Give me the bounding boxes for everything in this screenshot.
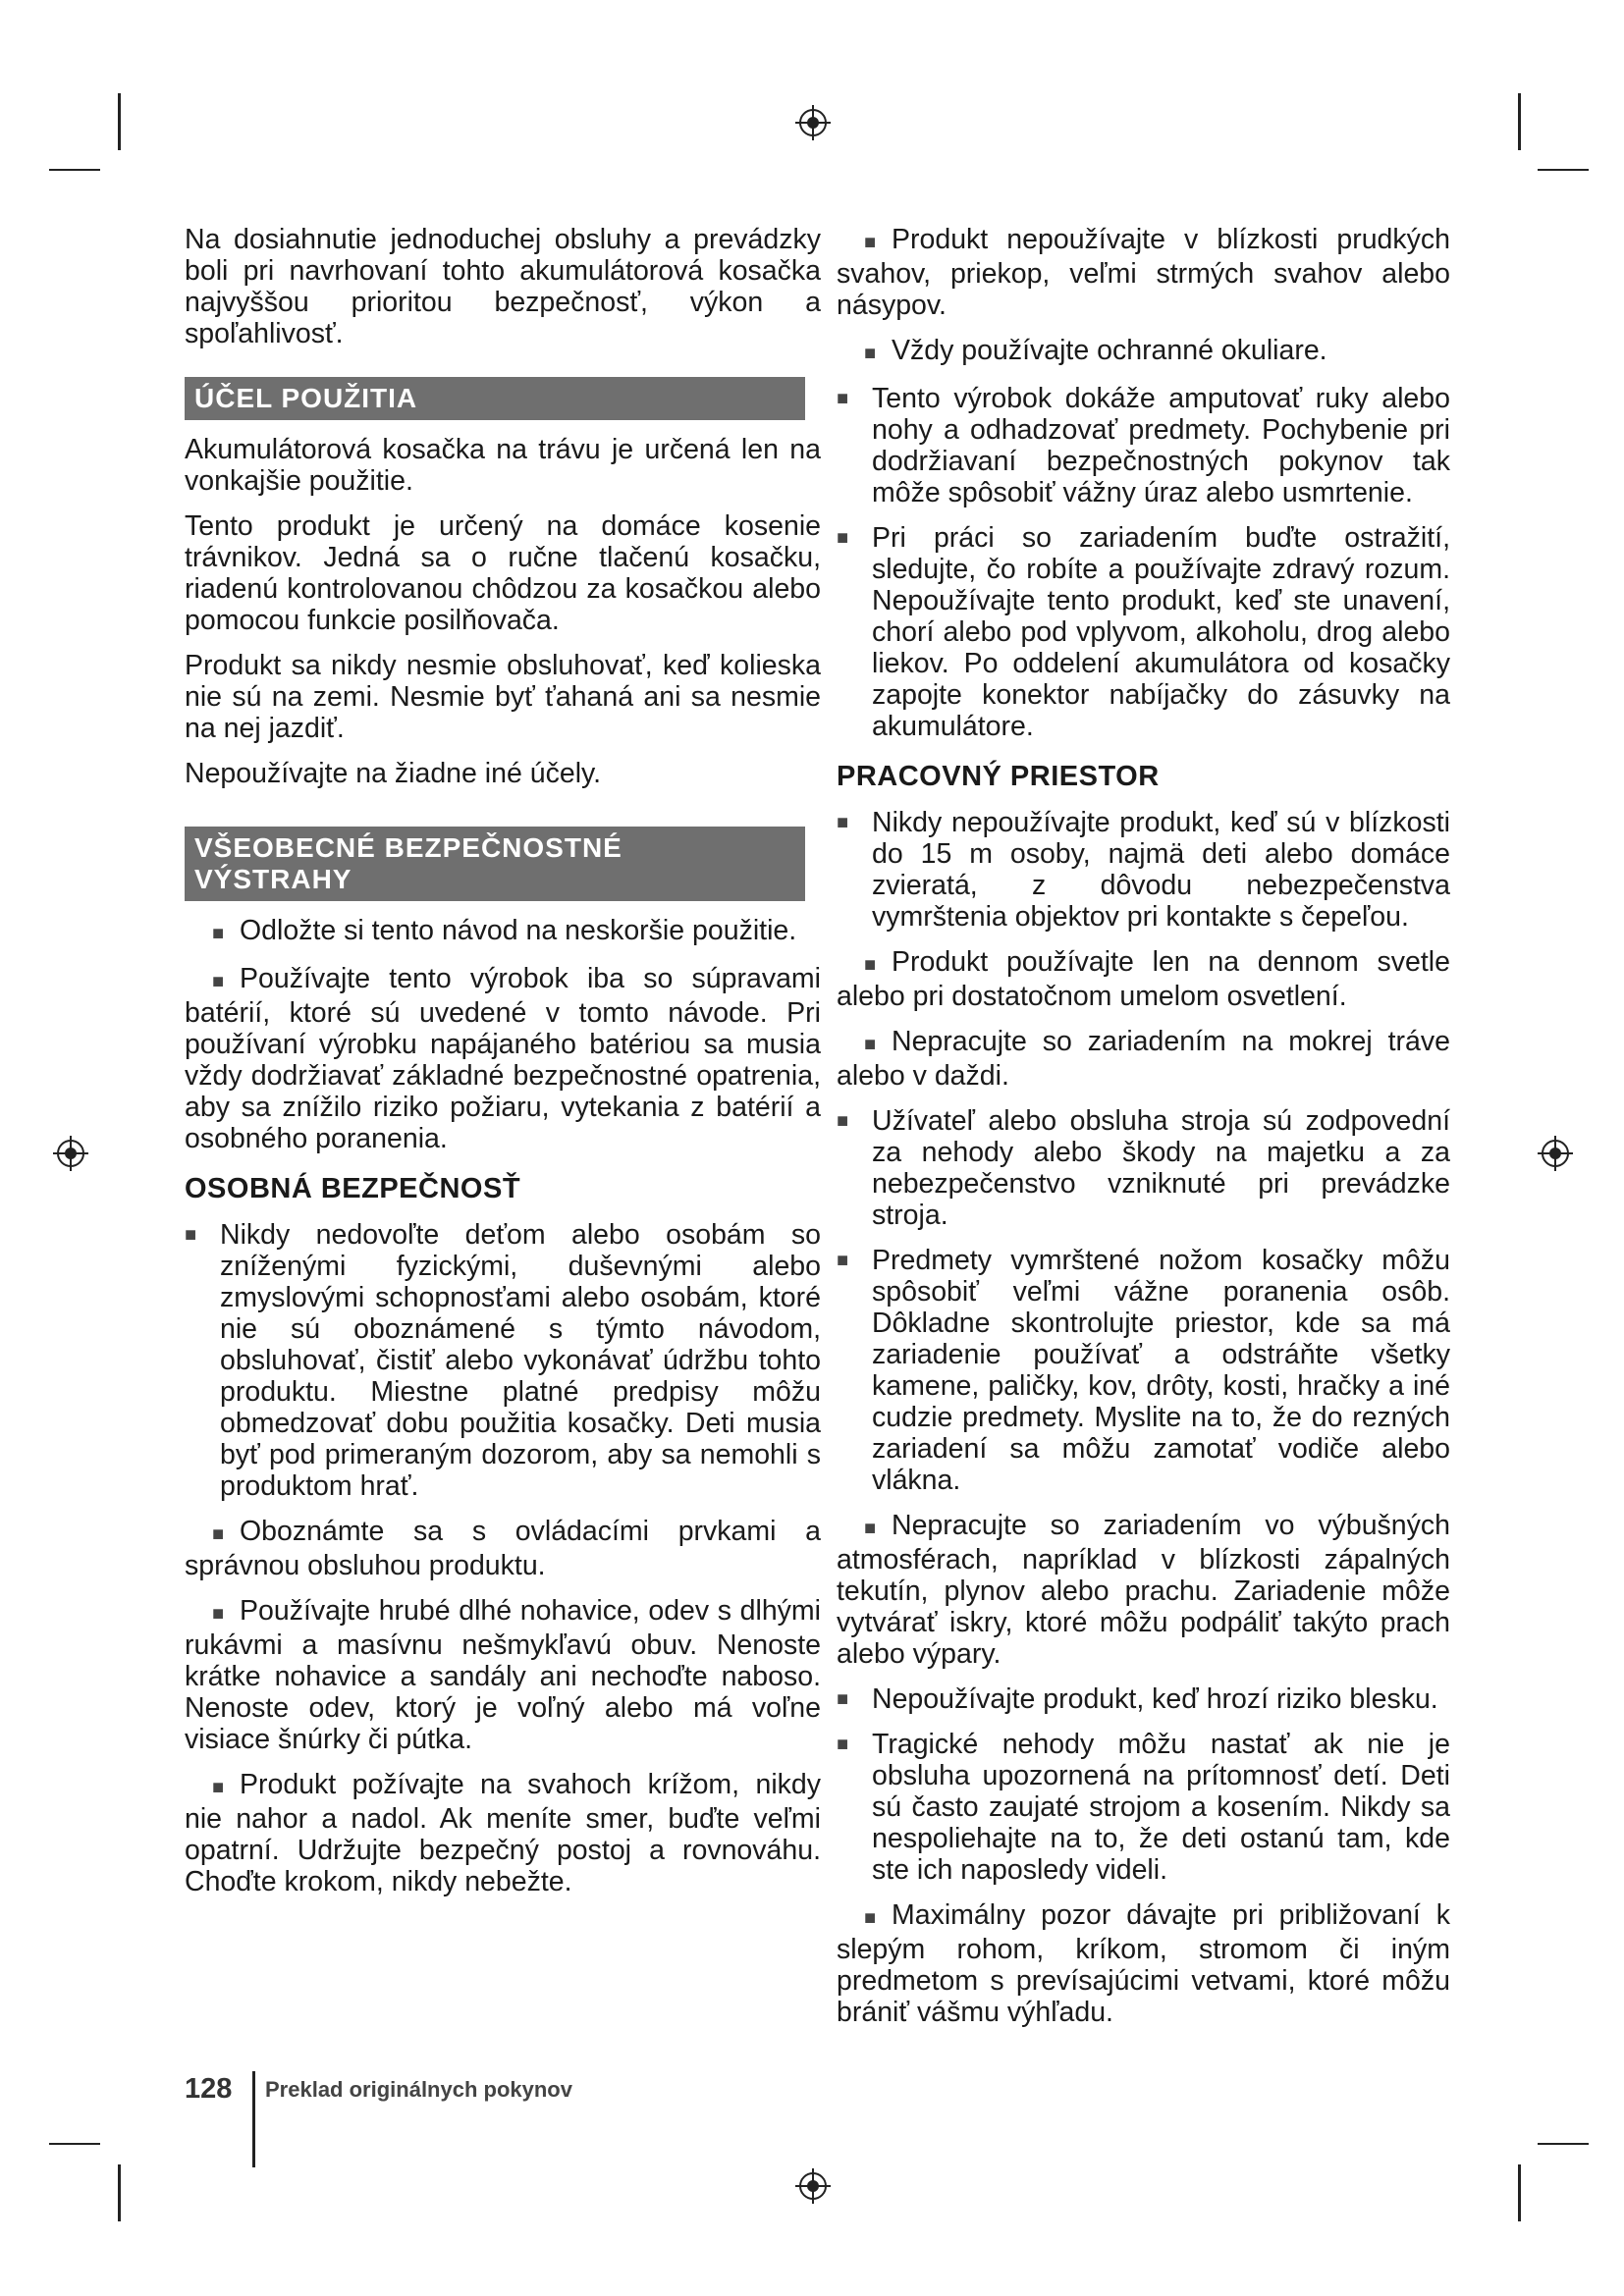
list-item (837, 1729, 1450, 1886)
list-item (185, 963, 821, 1154)
bullet-icon: ■ (837, 1734, 849, 1755)
list-item (837, 946, 1450, 1012)
list-item-text: Nikdy nepoužívajte produkt, keď sú v blízkosti do 15 m osoby, najmä deti alebo domáce zvieratá, z dôvodu nebezpečenstva vymrštenia objektov pri kontakte s čepeľou. (872, 807, 1450, 933)
intro-paragraph: Na dosiahnutie jednoduchej obsluhy a prevádzky boli pri navrhovaní tohto akumulátorová kosačka najvyššou prioritou bezpečnosť, výkon a spoľahlivosť. (185, 224, 821, 349)
bullet-icon: ■ (837, 388, 849, 409)
left-column (185, 224, 821, 1911)
list-item-text: Tento výrobok dokáže amputovať ruky alebo nohy a odhadzovať predmety. Pochybenie pri dodržiavaní bezpečnostných pokynov tak môže spôsobiť vážny úraz alebo usmrtenie. (872, 383, 1450, 508)
section-heading-general-warnings (185, 827, 805, 901)
list-item-text: Produkt nepoužívajte v blízkosti prudkých svahov, priekop, veľmi strmých svahov alebo násypov. (837, 224, 1450, 321)
use-paragraph: Tento produkt je určený na domáce kosenie trávnikov. Jedná sa o ručne tlačenú kosačku, riadenú kontrolovanou chôdzou za kosačkou alebo pomocou funkcie posilňovača. (185, 510, 821, 636)
bullet-icon: ■ (837, 812, 849, 833)
list-item (837, 224, 1450, 321)
bullet-icon: ■ (864, 954, 877, 976)
list-item-text: Nepracujte so zariadením vo výbušných atmosférach, napríklad v blízkosti zápalných tekutín, plynov alebo prachu. Zariadenie môže vytvárať iskry, ktoré môžu podpáliť takýto prach alebo výpary. (837, 1510, 1450, 1670)
list-item (837, 1245, 1450, 1496)
crop-mark (118, 93, 121, 150)
list-item (837, 1510, 1450, 1670)
list-item (837, 1105, 1450, 1231)
crop-mark (1538, 2143, 1589, 2145)
list-item-text: Odložte si tento návod na neskoršie použitie. (240, 915, 797, 946)
crop-mark (1538, 169, 1589, 171)
bullet-icon: ■ (864, 343, 877, 364)
list-item-text: Oboznámte sa s ovládacími prvkami a správnou obsluhou produktu. (185, 1516, 821, 1581)
bullet-icon: ■ (837, 527, 849, 549)
heading-line: VŠEOBECNÉ BEZPEČNOSTNÉ (194, 832, 623, 863)
list-item (185, 1769, 821, 1897)
page-number: 128 (185, 2072, 233, 2105)
list-item-text: Pri práci so zariadením buďte ostražití, sledujte, čo robíte a používajte zdravý rozum. Nepoužívajte tento produkt, keď ste unavení, chorí alebo pod vplyvom, alkoholu, drog alebo liekov. Po oddelení akumulátora od kosačky zapojte konektor nabíjačky do zásuvky na akumulátore. (872, 522, 1450, 742)
section-heading-personal-safety: OSOBNÁ BEZPEČNOSŤ (185, 1173, 521, 1204)
list-item-text: Nepracujte so zariadením na mokrej tráve alebo v daždi. (837, 1026, 1450, 1092)
list-item-text: Predmety vymrštené nožom kosačky môžu spôsobiť veľmi vážne poranenia osôb. Dôkladne skontrolujte priestor, kde sa má zariadenie používať a odstráňte všetky kamene, paličky, kov, drôty, kosti, hračky a iné cudzie predmety. Myslite na to, že do rezných zariadení sa môžu zamotať vodiče alebo vlákna. (872, 1245, 1450, 1496)
registration-mark-icon (793, 2166, 833, 2206)
registration-mark-icon (51, 1134, 90, 1173)
list-item-text: Tragické nehody môžu nastať ak nie je obsluha upozornená na prítomnosť detí. Deti sú často zaujaté strojom a kosením. Nikdy sa nespoliehajte na to, že deti ostanú tam, kde ste ich naposledy videli. (872, 1729, 1450, 1886)
list-item (185, 1219, 821, 1502)
section-heading-work-area: PRACOVNÝ PRIESTOR (837, 761, 1160, 792)
crop-mark (1518, 93, 1521, 150)
use-paragraph: Akumulátorová kosačka na trávu je určená len na vonkajšie použitie. (185, 434, 821, 497)
list-item (837, 1899, 1450, 2028)
page-footer (185, 2071, 572, 2107)
list-item-text: Používajte tento výrobok iba so súpravami batérií, ktoré sú uvedené v tomto návode. Pri používaní výrobku napájaného batériou sa musia vždy dodržiavať základné bezpečnostné opatrenia, aby sa znížilo riziko požiaru, vytekania z batérií a osobného poranenia. (185, 963, 821, 1154)
crop-mark (1518, 2164, 1521, 2221)
bullet-icon: ■ (212, 923, 225, 944)
bullet-icon: ■ (185, 1224, 197, 1246)
use-paragraph: Nepoužívajte na žiadne iné účely. (185, 758, 602, 789)
section-heading-use: ÚČEL POUŽITIA (185, 377, 805, 420)
crop-mark (118, 2164, 121, 2221)
bullet-icon: ■ (212, 1523, 225, 1545)
list-item-text: Užívateľ alebo obsluha stroja sú zodpovední za nehody alebo škody na majetku a za nebezpečenstvo vzniknuté pri prevádzke stroja. (872, 1105, 1450, 1231)
list-item (837, 1683, 1450, 1715)
bullet-icon: ■ (212, 1603, 225, 1625)
footer-text: Preklad originálnych pokynov (265, 2077, 572, 2102)
crop-mark (49, 2143, 100, 2145)
bullet-icon: ■ (864, 1907, 877, 1929)
bullet-icon: ■ (837, 1688, 849, 1710)
list-item (837, 522, 1450, 742)
list-item-text: Produkt používajte len na dennom svetle alebo pri dostatočnom umelom osvetlení. (837, 946, 1450, 1012)
list-item (185, 915, 821, 949)
list-item-text: Nikdy nedovoľte deťom alebo osobám so zníženými fyzickými, duševnými alebo zmyslovými schopnosťami alebo osobám, ktoré nie sú oboznámené s týmto návodom, obsluhovať, čistiť alebo vykonávať údržbu tohto produktu. Miestne platné predpisy môžu obmedzovať dobu použitia kosačky. Deti musia byť pod primeraným dozorom, aby sa nemohli s produktom hrať. (220, 1219, 821, 1502)
registration-mark-icon (793, 103, 833, 142)
list-item-text: Maximálny pozor dávajte pri približovaní k slepým rohom, kríkom, stromom či iným predmetom s prevísajúcimi vetvami, ktoré môžu brániť vášmu výhľadu. (837, 1899, 1450, 2028)
list-item (837, 383, 1450, 508)
bullet-icon: ■ (837, 1110, 849, 1132)
right-column (837, 224, 1450, 2042)
use-paragraph: Produkt sa nikdy nesmie obsluhovať, keď kolieska nie sú na zemi. Nesmie byť ťahaná ani sa nesmie na nej jazdiť. (185, 650, 821, 744)
crop-mark (49, 169, 100, 171)
bullet-icon: ■ (864, 1034, 877, 1055)
list-item-text: Nepoužívajte produkt, keď hrozí riziko blesku. (872, 1683, 1438, 1715)
bullet-icon: ■ (864, 232, 877, 253)
list-item-text: Produkt požívajte na svahoch krížom, nikdy nie nahor a nadol. Ak meníte smer, buďte veľmi opatrní. Udržujte bezpečný postoj a rovnováhu. Choďte krokom, nikdy nebežte. (185, 1769, 821, 1897)
bullet-icon: ■ (864, 1518, 877, 1539)
bullet-icon: ■ (212, 971, 225, 992)
list-item (837, 807, 1450, 933)
bullet-icon: ■ (837, 1250, 849, 1271)
footer-divider (252, 2071, 255, 2167)
list-item (185, 1595, 821, 1755)
list-item (837, 1026, 1450, 1092)
list-item (185, 1516, 821, 1581)
list-item (837, 335, 1450, 369)
bullet-icon: ■ (212, 1777, 225, 1798)
list-item-text: Používajte hrubé dlhé nohavice, odev s dlhými rukávmi a masívnu nešmykľavú obuv. Nenoste krátke nohavice a sandály ani nechoďte naboso. Nenoste odev, ktorý je voľný alebo má voľne visiace šnúrky či pútka. (185, 1595, 821, 1755)
registration-mark-icon (1536, 1134, 1575, 1173)
list-item-text: Vždy používajte ochranné okuliare. (892, 335, 1327, 366)
heading-line: VÝSTRAHY (194, 864, 352, 894)
